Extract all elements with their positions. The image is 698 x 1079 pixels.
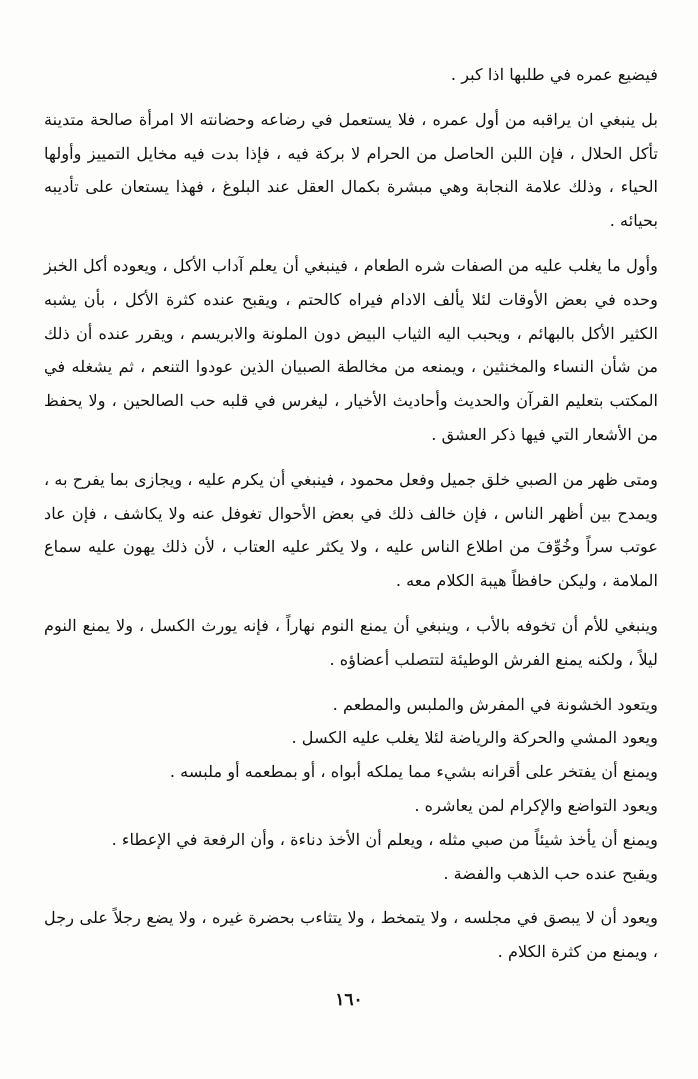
paragraph-1: فيضيع عمره في طلبها اذا كبر . [450,65,658,84]
paragraph-2: بل ينبغي ان يراقبه من أول عمره ، فلا يستعمل في رضاعه وحضانته الا امرأة صالحة متدينة تأكل الحلال ، فإن اللبن الحاصل من الحرام لا بركة فيه ، فإذا بدت فيه مخايل التمييز وأولها الحياء ، وذلك علامة النجابة وهي مبشرة بكمال العقل عند البلوغ ، فهذا يستعان على تأديبه بحيائه . [44,109,658,231]
paragraph-11: ويقبح عنده حب الذهب والفضة . [443,863,658,883]
paragraph-7: ويعود المشي والحركة والرياضة لئلا يغلب عليه الكسل . [291,728,658,748]
paragraph-6: ويتعود الخشونة في المفرش والملبس والمطعم . [332,694,658,714]
paragraph-8: ويمنع أن يفتخر على أقرانه بشيء مما يملكه أبواه ، أو بمطعمه أو ملبسه . [169,762,658,782]
paragraph-3: وأول ما يغلب عليه من الصفات شره الطعام ، فينبغي أن يعلم آداب الأكل ، ويعوده أكل الخبز وحده في بعض الأوقات لئلا يألف الادام فيراه كالحتم ، ويقبح عنده كثرة الأكل ، بأن يشبه الكثير الأكل بالبهائم ، ويحبب اليه الثياب البيض دون الملونة والابريسم ، ويقرر عنده أن ذلك من شأن النساء والمخنثين ، ويمنعه من مخالطة الصبيان الذين عودوا التنعم ، ثم يشغله في المكتب بتعليم القرآن والحديث وأحاديث الأخيار ، ليغرس في قلبه حب الصالحين ، ولا يحفظ من الأشعار التي فيها ذكر العشق . [44,255,658,444]
page-number: ١٦٠ [335,990,363,1010]
paragraph-12: ويعود أن لا يبصق في مجلسه ، ولا يتمخط ، ولا يتثاءب بحضرة غيره ، ولا يضع رجلاً على رجل ، ويمنع من كثرة الكلام . [44,908,658,962]
paragraph-4: ومتى ظهر من الصبي خلق جميل وفعل محمود ، فينبغي أن يكرم عليه ، ويجازى بما يفرح به ، ويمدح بين أظهر الناس ، فإن خالف ذلك في بعض الأحوال تغوفل عنه ولا يكاشف ، فإن عاد عوتب سراً وخُوِّفَ من اطلاع الناس عليه ، ولا يكثر عليه العتاب ، لأن ذلك يهون عليه سماع الملامة ، وليكن حافظاً هيبة الكلام معه . [44,469,658,591]
paragraph-5: وينبغي للأم أن تخوفه بالأب ، وينبغي أن يمنع النوم نهاراً ، فإنه يورث الكسل ، ولا يمنع النوم ليلاً ، ولكنه يمنع الفرش الوطيئة لتتصلب أعضاؤه . [44,615,658,669]
paragraph-10: ويمنع أن يأخذ شيئاً من صبي مثله ، ويعلم أن الأخذ دناءة ، وأن الرفعة في الإعطاء . [111,829,658,849]
paragraph-9: ويعود التواضع والإكرام لمن يعاشره . [414,795,658,815]
page-body-text [44,58,658,969]
